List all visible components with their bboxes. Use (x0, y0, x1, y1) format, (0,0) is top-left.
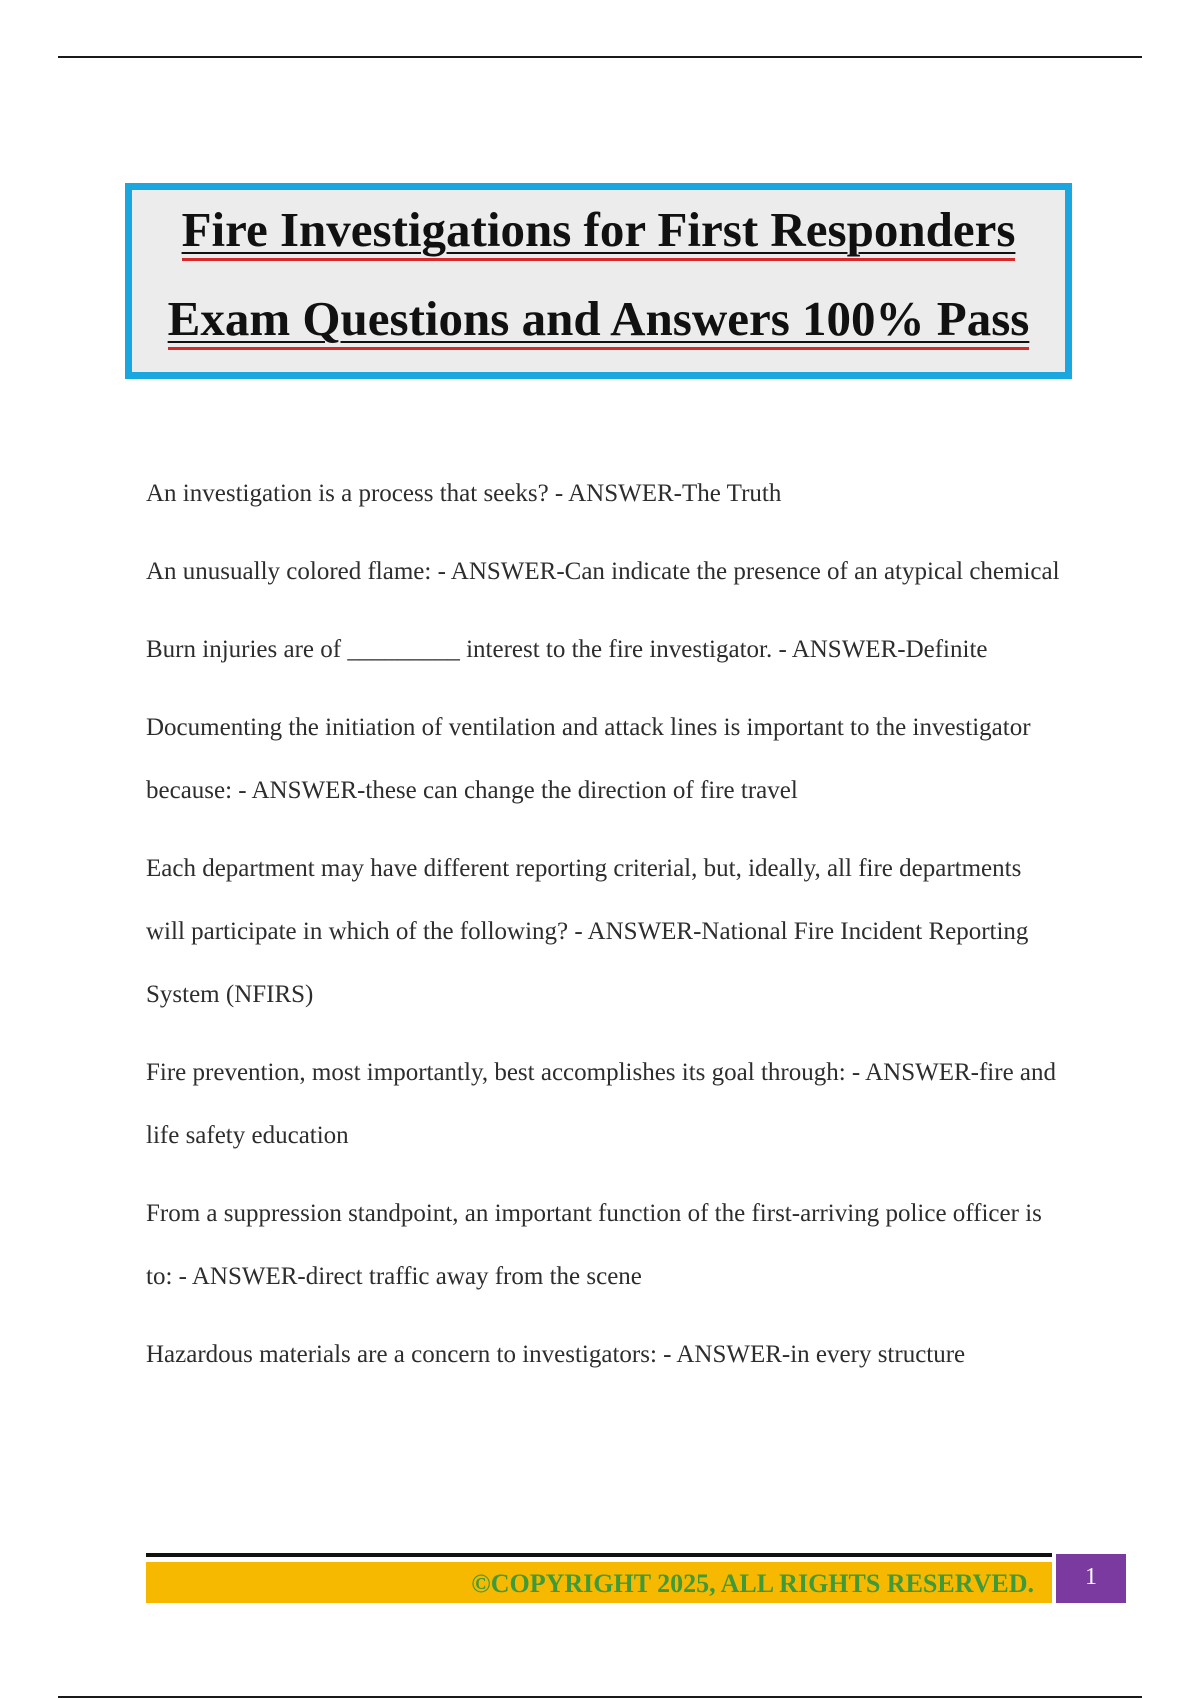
page-footer (146, 1553, 1126, 1603)
top-rule (58, 56, 1142, 58)
footer-rule (146, 1553, 1052, 1557)
qa-item: An unusually colored flame: - ANSWER-Can indicate the presence of an atypical chemical (146, 558, 1060, 585)
qa-item: Each department may have different reporting criterial, but, ideally, all fire departments will participate in which of the following? - ANSWER-National Fire Incident Reporting System (NFIRS) (146, 855, 1029, 1008)
qa-item: Documenting the initiation of ventilation and attack lines is important to the investigator because: - ANSWER-these can change the direction of fire travel (146, 714, 1031, 804)
title-line-2-text: Exam Questions and Answers 100% Pass (168, 291, 1030, 350)
page-number: 1 (1056, 1554, 1126, 1603)
qa-item: Burn injuries are of _________ interest to the fire investigator. - ANSWER-Definite (146, 636, 988, 663)
qa-item: Hazardous materials are a concern to investigators: - ANSWER-in every structure (146, 1341, 966, 1368)
qa-list (146, 462, 1066, 1401)
copyright-bar (146, 1562, 1052, 1603)
qa-item: Fire prevention, most importantly, best accomplishes its goal through: - ANSWER-fire and life safety education (146, 1059, 1057, 1149)
copyright-text: ©COPYRIGHT 2025, ALL RIGHTS RESERVED. (471, 1569, 1034, 1598)
title-line-1 (132, 202, 1065, 258)
bottom-rule (58, 1696, 1142, 1698)
title-line-1-text: Fire Investigations for First Responders (182, 202, 1016, 261)
qa-item: From a suppression standpoint, an important function of the first-arriving police officer is to: - ANSWER-direct traffic away from the scene (146, 1200, 1042, 1290)
title-line-2 (132, 291, 1065, 347)
qa-item: An investigation is a process that seeks? - ANSWER-The Truth (146, 480, 782, 507)
title-box (125, 183, 1072, 379)
